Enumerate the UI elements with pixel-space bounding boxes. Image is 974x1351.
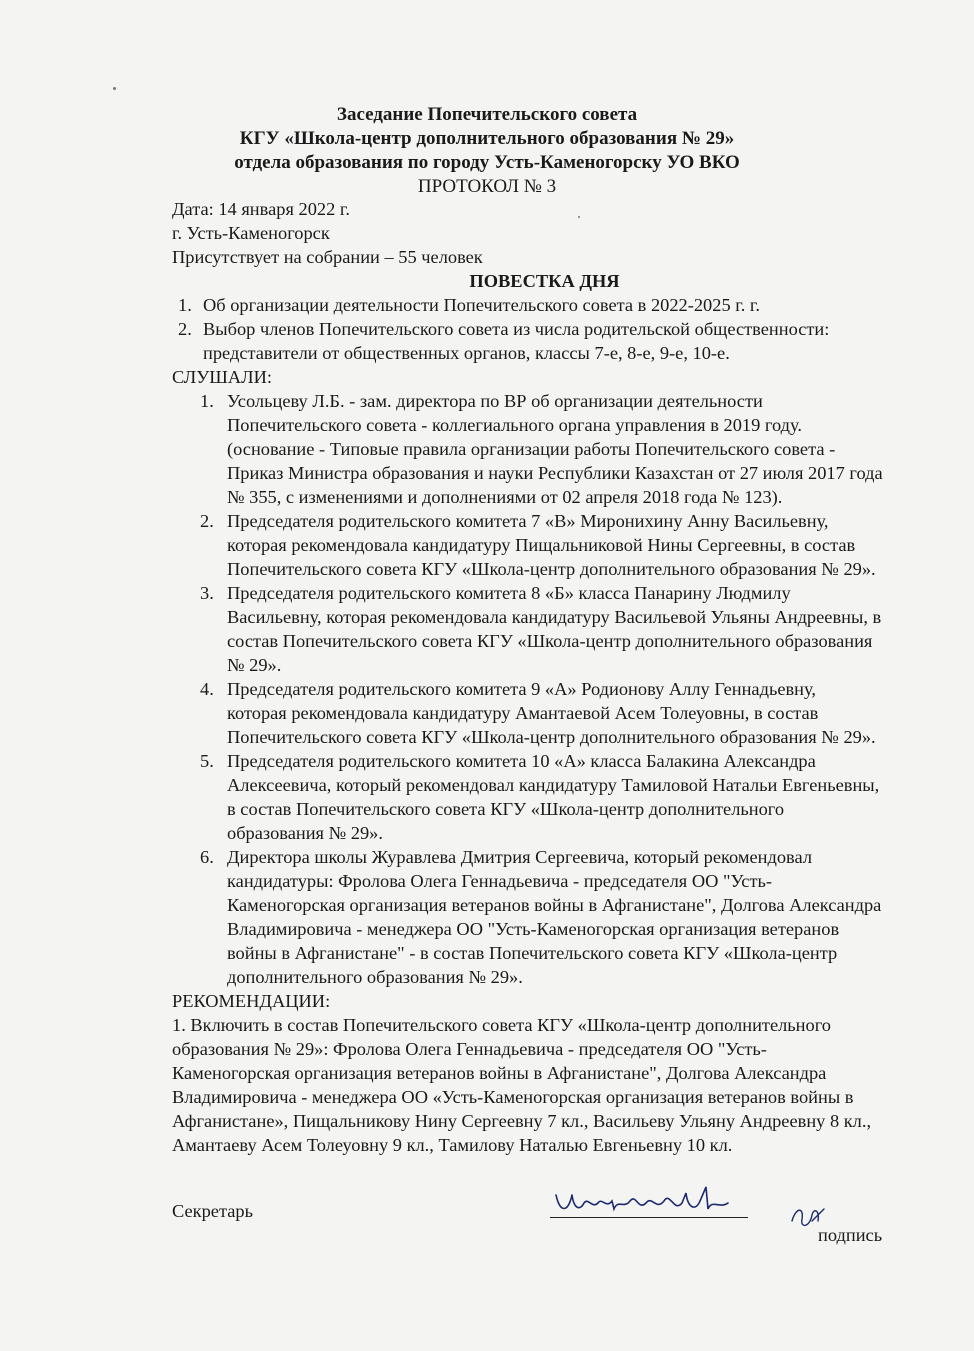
agenda-item-line: Об организации деятельности Попечительского совета в 2022-2025 г. г. <box>203 295 760 315</box>
heard-item-line: Попечительского совета КГУ «Школа-центр дополнительного образования № 29». <box>227 559 876 579</box>
recommendation-line: Амантаеву Асем Толеуовну 9 кл., Тамилову Наталью Евгеньевну 10 кл. <box>172 1135 733 1155</box>
secretary-label: Секретарь <box>172 1201 253 1221</box>
agenda-item <box>172 293 917 317</box>
agenda-item-line: представители от общественных органов, классы 7-е, 8-е, 9-е, 10-е. <box>203 343 730 363</box>
document-body <box>172 197 917 1157</box>
recommendations-title: РЕКОМЕНДАЦИИ: <box>172 991 331 1011</box>
scan-speck <box>113 87 116 90</box>
agenda-list <box>172 293 917 365</box>
signature-line <box>550 1217 748 1218</box>
header-title: Заседание Попечительского совета <box>336 104 638 125</box>
heard-item-line: Председателя родительского комитета 7 «В» Миронихину Анну Васильевну, <box>227 511 829 531</box>
recommendation-line: 1. Включить в состав Попечительского совета КГУ «Школа-центр дополнительного <box>172 1015 831 1035</box>
heard-item <box>172 845 917 989</box>
heard-item-number: 1. <box>200 391 214 411</box>
heard-item-line: Усольцеву Л.Б. - зам. директора по ВР об организации деятельности <box>227 391 763 411</box>
heard-title: СЛУШАЛИ: <box>172 367 272 387</box>
heard-item-line: Председателя родительского комитета 10 «А» класса Балакина Александра <box>227 751 816 771</box>
recommendation-line: Каменогорская организация ветеранов войны в Афганистане", Долгова Александра <box>172 1063 827 1083</box>
heard-item-line: (основание - Типовые правила организации работы Попечительского совета - <box>227 439 836 459</box>
heard-item-line: № 355, с изменениями и дополнениями от 02 апреля 2018 года № 123). <box>227 487 783 507</box>
heard-item-line: которая рекомендовала кандидатуру Амантаевой Асем Толеуовны, в состав <box>227 703 819 723</box>
meeting-city: г. Усть-Каменогорск <box>172 223 330 243</box>
heard-item-number: 5. <box>200 751 214 771</box>
header-organization: КГУ «Школа-центр дополнительного образования № 29» <box>239 128 735 149</box>
heard-item-line: в состав Попечительского совета КГУ «Школа-центр дополнительного <box>227 799 785 819</box>
agenda-item-line: Выбор членов Попечительского совета из числа родительской общественности: <box>203 319 830 339</box>
header-department: отдела образования по городу Усть-Каменогорску УО ВКО <box>234 152 740 173</box>
heard-item <box>172 677 917 749</box>
attendance: Присутствует на собрании – 55 человек <box>172 247 483 267</box>
heard-item-number: 2. <box>200 511 214 531</box>
heard-item-line: Председателя родительского комитета 9 «А» Родионову Аллу Геннадьевну, <box>227 679 816 699</box>
recommendation-line: образования № 29»: Фролова Олега Геннадьевича - председателя ОО "Усть- <box>172 1039 767 1059</box>
heard-item-line: Председателя родительского комитета 8 «Б» класса Панарину Людмилу <box>227 583 791 603</box>
heard-item-line: Владимировича - менеджера ОО "Усть-Каменогорская организация ветеранов <box>227 919 840 939</box>
heard-item <box>172 581 917 677</box>
heard-item-number: 3. <box>200 583 214 603</box>
heard-item-line: Алексеевича, который рекомендовал кандидатуру Тамиловой Натальи Евгеньевны, <box>227 775 880 795</box>
heard-item-number: 4. <box>200 679 214 699</box>
heard-item-line: Приказ Министра образования и науки Республики Казахстан от 27 июля 2017 года <box>227 463 883 483</box>
protocol-number: ПРОТОКОЛ № 3 <box>417 176 557 197</box>
agenda-item-number: 1. <box>178 295 192 315</box>
heard-item-number: 6. <box>200 847 214 867</box>
heard-item-line: Каменогорская организация ветеранов войны в Афганистане", Долгова Александра <box>227 895 882 915</box>
meeting-date: Дата: 14 января 2022 г. <box>172 199 350 219</box>
heard-item-line: дополнительного образования № 29». <box>227 967 523 987</box>
document-header <box>0 103 974 199</box>
heard-item-line: образования № 29». <box>227 823 383 843</box>
heard-item-line: № 29». <box>227 655 282 675</box>
heard-item-line: войны в Афганистане" - в состав Попечительского совета КГУ «Школа-центр <box>227 943 838 963</box>
heard-list <box>172 389 917 989</box>
handwritten-signature <box>550 1179 750 1221</box>
signature-caption: подпись <box>818 1225 883 1245</box>
heard-item-line: Попечительского совета КГУ «Школа-центр дополнительного образования № 29». <box>227 727 876 747</box>
heard-item-line: которая рекомендовала кандидатуру Пищальниковой Нины Сергеевны, в состав <box>227 535 856 555</box>
heard-item-line: кандидатуры: Фролова Олега Геннадьевича - председателя ОО "Усть- <box>227 871 773 891</box>
heard-item <box>172 389 917 509</box>
heard-item-line: Директора школы Журавлева Дмитрия Сергеевича, который рекомендовал <box>227 847 813 867</box>
recommendations-text <box>172 1013 917 1157</box>
heard-item-line: состав Попечительского совета КГУ «Школа-центр дополнительного образования <box>227 631 873 651</box>
recommendation-line: Владимировича - менеджера ОО «Усть-Каменогорская организация ветеранов войны в <box>172 1087 854 1107</box>
agenda-item-number: 2. <box>178 319 192 339</box>
agenda-item <box>172 317 917 365</box>
heard-item-line: Васильевну, которая рекомендовала кандидатуру Васильевой Ульяны Андреевны, в <box>227 607 882 627</box>
heard-item-line: Попечительского совета - коллегиального органа управления в 2019 году. <box>227 415 802 435</box>
heard-item <box>172 749 917 845</box>
signature-block <box>172 1197 917 1247</box>
agenda-title: ПОВЕСТКА ДНЯ <box>469 271 620 291</box>
heard-item <box>172 509 917 581</box>
recommendation-line: Афганистане», Пищальникову Нину Сергеевну 7 кл., Васильеву Ульяну Андреевну 8 кл., <box>172 1111 872 1131</box>
